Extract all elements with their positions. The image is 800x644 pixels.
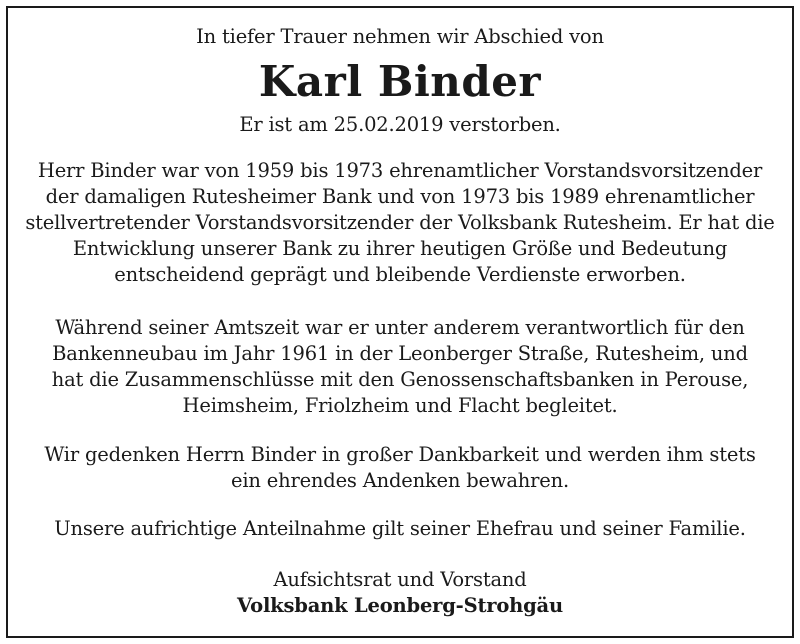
paragraph-career [8,158,792,288]
deceased-name: Karl Binder [258,57,542,106]
paragraph-achievements [8,315,792,419]
intro-text: In tiefer Trauer nehmen wir Abschied von [196,25,604,48]
text-line: Während seiner Amtszeit war er unter anderem verantwortlich für den [55,316,745,339]
text-line: Herr Binder war von 1959 bis 1973 ehrenamtlicher Vorstandsvorsitzender [37,159,763,182]
text-line: Bankenneubau im Jahr 1961 in der Leonberger Straße, Rutesheim, und [52,342,748,365]
text-line: stellvertretender Vorstandsvorsitzender der Volksbank Rutesheim. Er hat die [25,211,775,234]
text-line: hat die Zusammenschlüsse mit den Genossenschaftsbanken in Perouse, [51,368,749,391]
signature-bank-name: Volksbank Leonberg-Strohgäu [237,594,563,617]
death-date-text: Er ist am 25.02.2019 verstorben. [239,113,561,136]
signature-board: Aufsichtsrat und Vorstand [273,568,527,591]
text-line: Entwicklung unserer Bank zu ihrer heutigen Größe und Bedeutung [72,237,728,260]
text-line: Wir gedenken Herrn Binder in großer Dankbarkeit und werden ihm stets [44,443,756,466]
text-line: Heimsheim, Friolzheim und Flacht begleitet. [182,394,618,417]
text-line: entscheidend geprägt und bleibende Verdienste erworben. [114,263,686,286]
paragraph-condolence [8,516,792,542]
paragraph-remembrance [8,442,792,494]
text-line: Unsere aufrichtige Anteilnahme gilt seiner Ehefrau und seiner Familie. [54,517,746,540]
text-line: der damaligen Rutesheimer Bank und von 1973 bis 1989 ehrenamtlicher [45,185,755,208]
obituary-notice [6,6,794,638]
text-line: ein ehrendes Andenken bewahren. [231,469,569,492]
